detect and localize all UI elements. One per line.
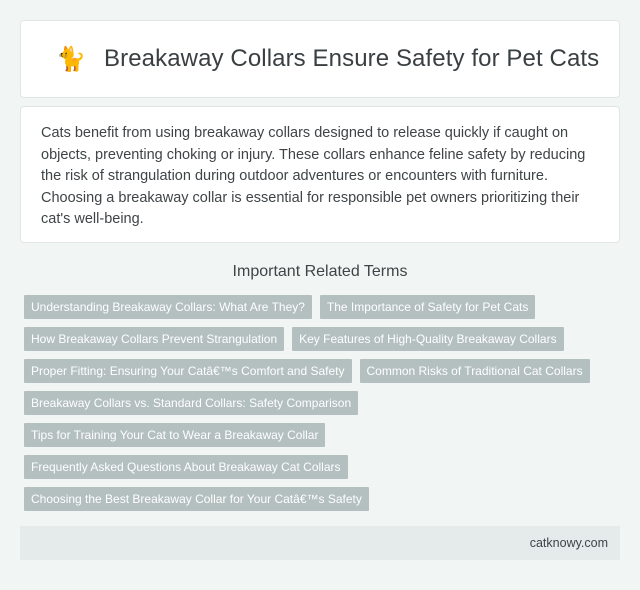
site-name[interactable]: catknowy.com <box>529 536 608 550</box>
title-card <box>20 20 620 98</box>
related-term-tag[interactable]: Tips for Training Your Cat to Wear a Breakaway Collar <box>24 423 325 447</box>
related-term-tag[interactable]: Common Risks of Traditional Cat Collars <box>360 359 590 383</box>
related-term-tag[interactable]: Choosing the Best Breakaway Collar for Your Catâ€™s Safety <box>24 487 369 511</box>
related-term-tag[interactable]: Frequently Asked Questions About Breakaway Cat Collars <box>24 455 348 479</box>
related-term-tag[interactable]: How Breakaway Collars Prevent Strangulation <box>24 327 284 351</box>
related-term-tag[interactable]: Breakaway Collars vs. Standard Collars: Safety Comparison <box>24 391 358 415</box>
related-term-tag[interactable]: The Importance of Safety for Pet Cats <box>320 295 535 319</box>
related-terms-heading: Important Related Terms <box>232 263 408 280</box>
related-term-tag[interactable]: Proper Fitting: Ensuring Your Catâ€™s Comfort and Safety <box>24 359 352 383</box>
related-term-tag[interactable]: Understanding Breakaway Collars: What Are They? <box>24 295 312 319</box>
description-text: Cats benefit from using breakaway collars designed to release quickly if caught on objects, preventing choking or injury. These collars enhance feline safety by reducing the risk of strangulation during outdoor adventures or encounters with furniture. Choosing a breakaway collar is essential for responsible pet owners prioritizing their cat's well-being. <box>41 125 586 227</box>
footer <box>20 526 620 560</box>
related-term-tag[interactable]: Key Features of High-Quality Breakaway Collars <box>292 327 563 351</box>
description-card <box>20 106 620 243</box>
page-title: Breakaway Collars Ensure Safety for Pet Cats <box>104 45 600 72</box>
cat-icon: 🐈 <box>56 45 86 73</box>
related-terms-list <box>24 295 620 511</box>
